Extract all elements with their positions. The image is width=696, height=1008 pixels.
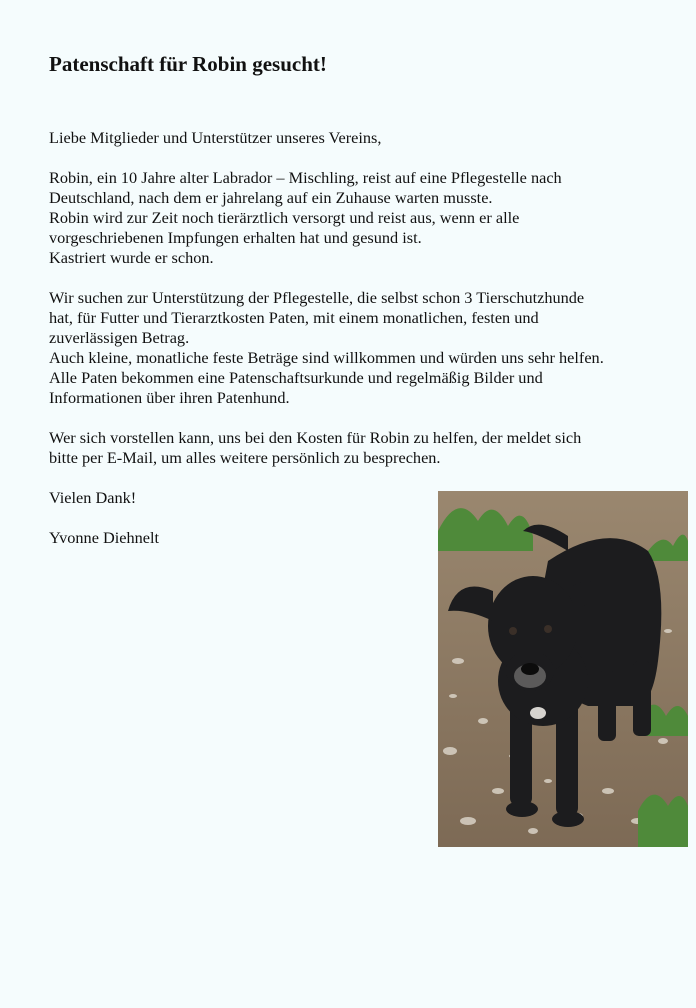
text-line: Alle Paten bekommen eine Patenschaftsurkunde und regelmäßig Bilder und <box>49 368 543 387</box>
text-line: Auch kleine, monatliche feste Beträge sind willkommen und würden uns sehr helfen. <box>49 348 604 367</box>
text-line: Robin wird zur Zeit noch tierärztlich versorgt und reist aus, wenn er alle <box>49 208 520 227</box>
signature: Yvonne Diehnelt <box>49 528 160 547</box>
page-title: Patenschaft für Robin gesucht! <box>49 52 327 76</box>
paragraph-contact <box>49 428 669 468</box>
text-line: Robin, ein 10 Jahre alter Labrador – Mischling, reist auf eine Pflegestelle nach <box>49 168 562 187</box>
text-line: Wir suchen zur Unterstützung der Pflegestelle, die selbst schon 3 Tierschutzhunde <box>49 288 585 307</box>
greeting: Liebe Mitglieder und Unterstützer unseres Vereins, <box>49 128 382 147</box>
text-line: Wer sich vorstellen kann, uns bei den Kosten für Robin zu helfen, der meldet sich <box>49 428 582 447</box>
text-line: Informationen über ihren Patenhund. <box>49 388 290 407</box>
text-line: bitte per E-Mail, um alles weitere persönlich zu besprechen. <box>49 448 441 467</box>
text-line: hat, für Futter und Tierarztkosten Paten, mit einem monatlichen, festen und <box>49 308 539 327</box>
dog-illustration <box>438 491 688 847</box>
letter-body <box>49 128 669 548</box>
text-line: Deutschland, nach dem er jahrelang auf ein Zuhause warten musste. <box>49 188 493 207</box>
paragraph-request <box>49 288 669 408</box>
closing: Vielen Dank! <box>49 488 137 507</box>
text-line: zuverlässigen Betrag. <box>49 328 190 347</box>
text-line: vorgeschriebenen Impfungen erhalten hat und gesund ist. <box>49 228 422 247</box>
text-line: Kastriert wurde er schon. <box>49 248 214 267</box>
dog-photo <box>438 491 688 847</box>
paragraph-intro <box>49 168 669 268</box>
